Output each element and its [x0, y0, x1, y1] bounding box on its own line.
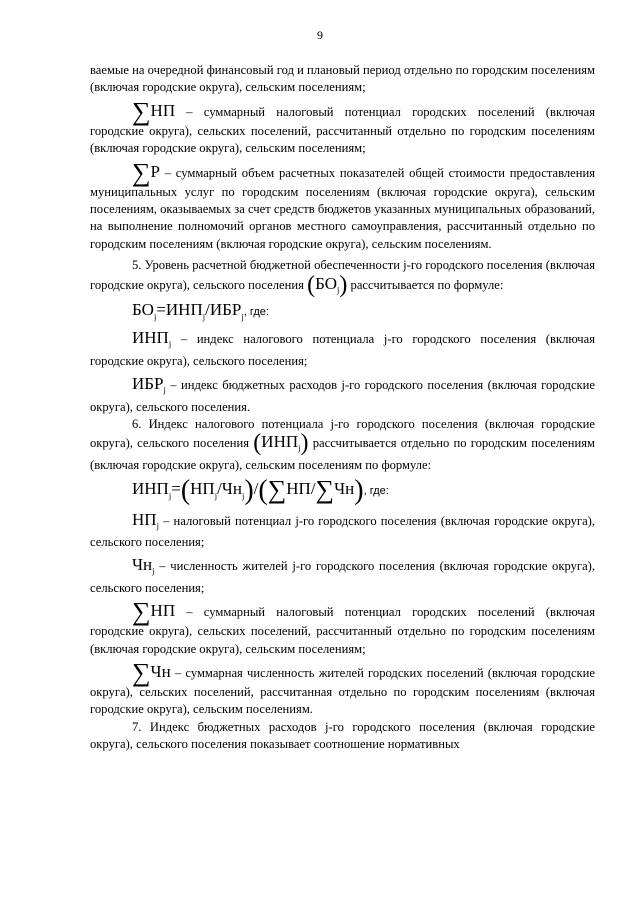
term-chnj: $Чн_j$ – численность жителей j-го городского поселения (включая городские округа), сельского поселения; — [90, 554, 595, 595]
page-number: 9 — [317, 28, 323, 42]
sigma-symbol: ∑ — [315, 474, 335, 504]
term-inp: $ИНП_j$ – индекс налогового потенциала j-го городского поселения (включая городские округа), сельского поселения; — [90, 328, 595, 369]
paragraph-6: 6. Индекс налогового потенциала j-го городского поселения (включая городские округа), сельского поселения $(ИНП_j)$ рассчитывается отдельно по городским поселениям (включая городские округа), сельским поселениям по формуле: — [90, 417, 596, 473]
term-sum-np-2 — [90, 597, 595, 658]
document-body — [90, 62, 595, 754]
term-description: – налоговый потенциал j-го городского поселения (включая городские округа), сельского поселения; — [90, 513, 595, 550]
term-description: – индекс бюджетных расходов j-го городского поселения (включая городские округа), сельского поселения. — [90, 377, 595, 414]
term-symbol: Р — [150, 161, 161, 181]
term-symbol: ИБР — [132, 373, 164, 393]
term-sum-chn — [90, 658, 595, 719]
term-ibr: $ИБР_j$ – индекс бюджетных расходов j-го городского поселения (включая городские округа), сельского поселения. — [90, 373, 595, 414]
term-npj: $НП_j$ – налоговый потенциал j-го городского поселения (включая городские округа), сельского поселения; — [90, 509, 595, 550]
term-description: – суммарная численность жителей городских поселений (включая городские округа), сельских поселений, рассчитанная отдельно по городским поселениям (включая городские округа), сельским поселениям. — [90, 666, 595, 717]
sigma-symbol: ∑ — [267, 474, 287, 504]
formula-symbol: ИНП — [261, 432, 299, 452]
term-description: – суммарный налоговый потенциал городских поселений (включая городские округа), сельских поселений, рассчитанный отдельно по городским поселениям (включая городские округа), сельским поселениям; — [90, 605, 595, 656]
sigma-symbol: ∑ — [132, 96, 151, 126]
sigma-symbol: ∑ — [132, 597, 151, 627]
formula-symbol: БО — [315, 273, 338, 293]
term-symbol: ИНП — [132, 328, 169, 348]
paragraph-5: 5. Уровень расчетной бюджетной обеспеченности j-го городского поселения (включая городские округа), сельского поселения $(БО_j)$ рассчитывается по формуле: — [90, 258, 595, 298]
term-description: – численность жителей j-го городского поселения (включая городские округа), сельского поселения; — [90, 558, 595, 595]
term-symbol: Чн — [132, 554, 153, 574]
sigma-symbol: ∑ — [132, 658, 151, 688]
term-description: – суммарный объем расчетных показателей общей стоимости предоставления муниципальных услуг по городским поселениям (включая городские округа), сельским поселениям, оказываемых за счет средств бюджетов указанных муниципальных образований, на выполнение полномочий органов местного самоуправления, рассчитанный отдельно по городским поселениям (включая городские округа), сельским поселениям. — [90, 165, 595, 251]
term-symbol: НП — [150, 100, 176, 120]
term-sum-r — [90, 157, 595, 254]
term-symbol: Чн — [150, 662, 171, 682]
term-symbol: НП — [132, 509, 157, 529]
sigma-symbol: ∑ — [132, 157, 151, 187]
formula-inp: $ИНП_j=(НП_j/Чн_j)/(\sum НП/\sum Чн)$, где: — [132, 474, 389, 506]
paragraph-continued: ваемые на очередной финансовый год и плановый период отдельно по городским поселениям (включая городские округа), сельским поселениям; — [90, 63, 595, 95]
term-sum-np — [90, 96, 595, 158]
term-symbol: НП — [150, 601, 176, 621]
term-description: – суммарный налоговый потенциал городских поселений (включая городские округа), сельских поселений, рассчитанный отдельно по городским поселениям (включая городские округа), сельским поселениям; — [90, 104, 595, 156]
term-description: – индекс налогового потенциала j-го городского поселения (включая городские округа), сельского поселения; — [90, 332, 595, 369]
formula-bo: $БО_j=ИНП_j/ИБР_j$, где: — [132, 299, 269, 321]
paragraph-7: 7. Индекс бюджетных расходов j-го городского поселения (включая городские округа), сельского поселения показывает соотношение нормативных — [90, 719, 595, 752]
